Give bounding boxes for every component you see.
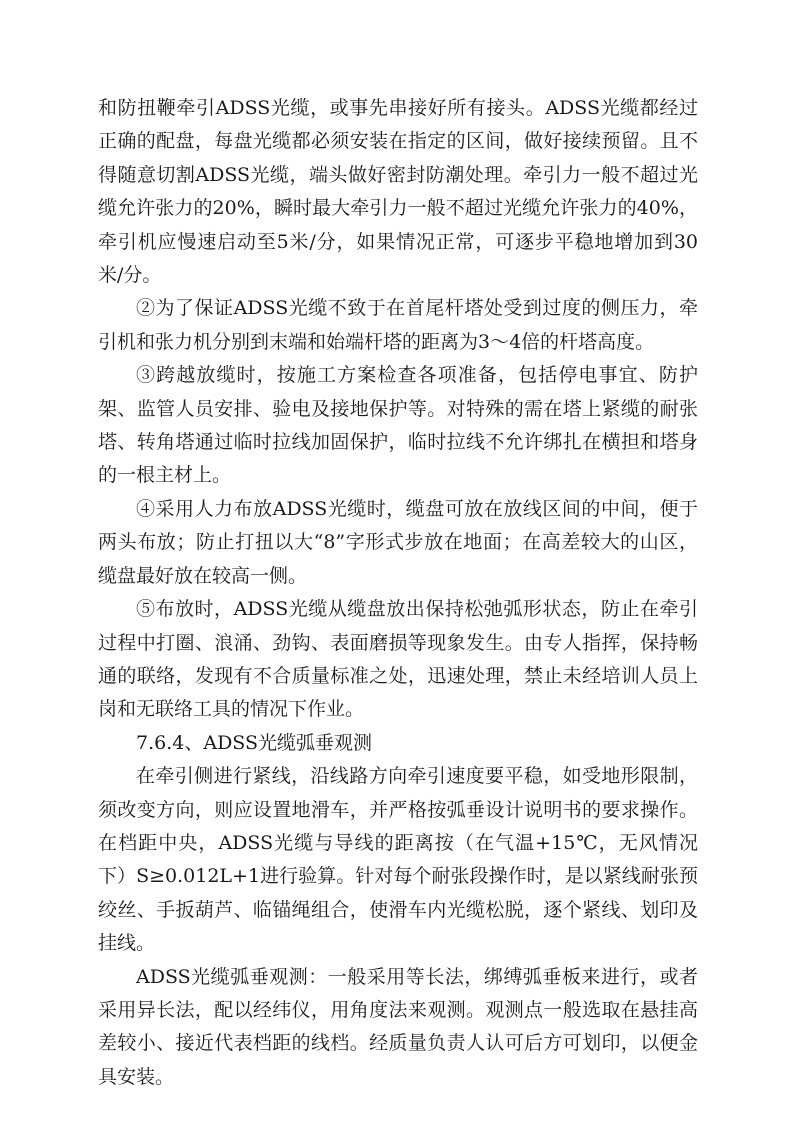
paragraph-item-5: ⑤布放时，ADSS光缆从缆盘放出保持松弛弧形状态，防止在牵引过程中打圈、浪涌、劲钩、表面磨损等现象发生。由专人指挥，保持畅通的联络，发现有不合质量标准之处，迅速处理，禁止未经培训人员上岗和无联络工具的情况下作业。 bbox=[98, 598, 698, 721]
paragraph-item-3: ③跨越放缆时，按施工方案检查各项准备，包括停电事宜、防护架、监管人员安排、验电及接地保护等。对特殊的需在塔上紧缆的耐张塔、转角塔通过临时拉线加固保护，临时拉线不允许绑扎在横担和塔身的一根主材上。 bbox=[98, 364, 698, 487]
paragraph-item-2: ②为了保证ADSS光缆不致于在首尾杆塔处受到过度的侧压力，牵引机和张力机分别到末端和始端杆塔的距离为3～4倍的杆塔高度。 bbox=[98, 297, 698, 353]
section-paragraph-sag-observation: ADSS光缆弧垂观测：一般采用等长法，绑缚弧垂板来进行，或者采用异长法，配以经纬仪，用角度法来观测。观测点一般选取在悬挂高差较小、接近代表档距的线档。经质量负责人认可后方可划印，以便金具安装。 bbox=[98, 965, 698, 1088]
section-paragraph-tensioning: 在牵引侧进行紧线，沿线路方向牵引速度要平稳，如受地形限制，须改变方向，则应设置地滑车，并严格按弧垂设计说明书的要求操作。在档距中央，ADSS光缆与导线的距离按（在气温+15℃，无风情况下）S≥0.012L+1进行验算。针对每个耐张段操作时，是以紧线耐张预绞丝、手扳葫芦、临锚绳组合，使滑车内光缆松脱，逐个紧线、划印及挂线。 bbox=[98, 765, 698, 955]
paragraph-continuation: 和防扭鞭牵引ADSS光缆，或事先串接好所有接头。ADSS光缆都经过正确的配盘，每盘光缆都必须安装在指定的区间，做好接续预留。且不得随意切割ADSS光缆，端头做好密封防潮处理。牵引力一般不超过光缆允许张力的20%，瞬时最大牵引力一般不超过光缆允许张力的40%，牵引机应慢速启动至5米/分，如果情况正常，可逐步平稳地增加到30米/分。 bbox=[98, 97, 698, 287]
paragraph-item-4: ④采用人力布放ADSS光缆时，缆盘可放在放线区间的中间，便于两头布放；防止打扭以大“8”字形式步放在地面；在高差较大的山区，缆盘最好放在较高一侧。 bbox=[98, 497, 698, 587]
section-heading: 7.6.4、ADSS光缆弧垂观测 bbox=[136, 731, 372, 754]
document-body bbox=[98, 92, 698, 1094]
